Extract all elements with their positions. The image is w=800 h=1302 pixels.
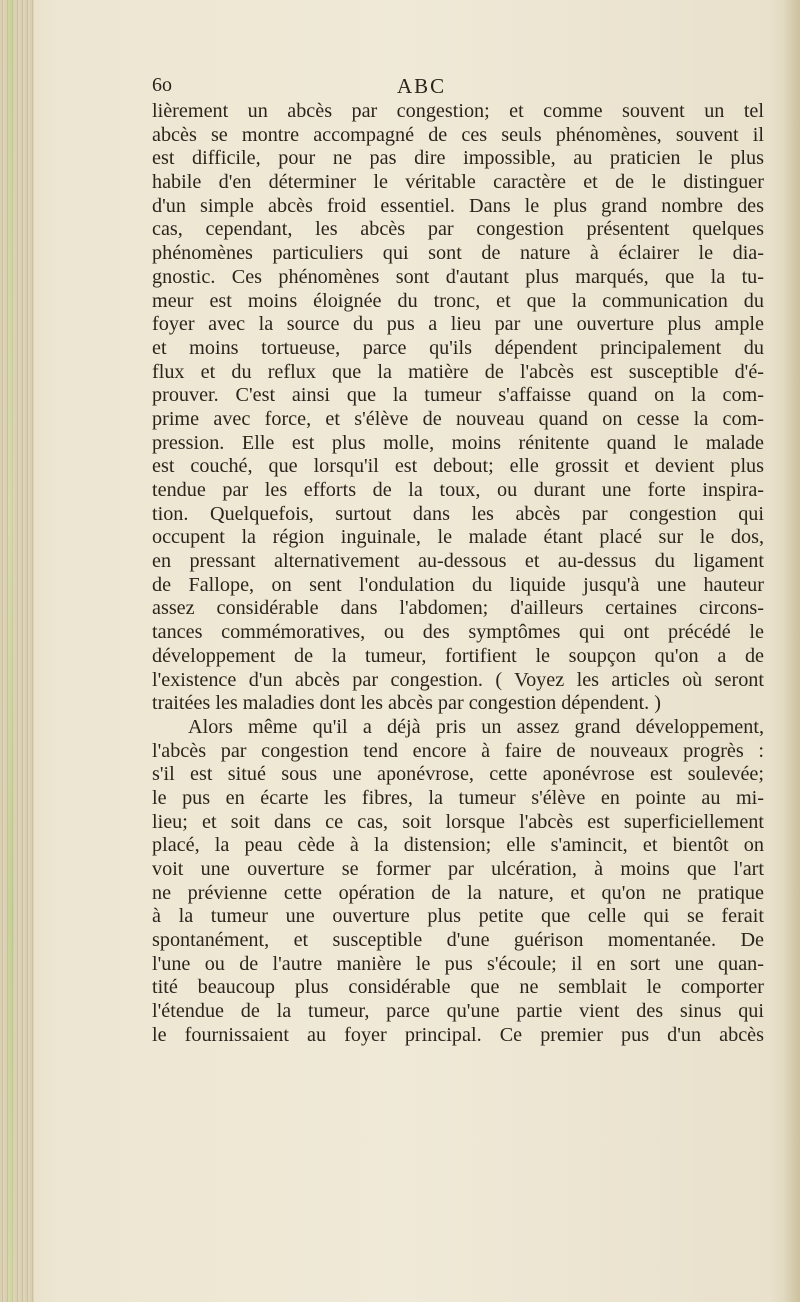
text-line: tances commémoratives, ou des symptômes qui ont précédé le (152, 621, 764, 644)
body-text (152, 100, 764, 1048)
text-line: de Fallope, on sent l'ondulation du liquide jusqu'à une hauteur (152, 573, 764, 596)
text-line: lièrement un abcès par congestion; et comme souvent un tel (152, 100, 764, 122)
text-line: tion. Quelquefois, surtout dans les abcès par congestion qui (152, 502, 764, 525)
text-line: s'il est situé sous une aponévrose, cette aponévrose est soulevée; (152, 763, 764, 786)
text-line: est difficile, pour ne pas dire impossible, au praticien le plus (152, 147, 764, 170)
text-line: placé, la peau cède à la distension; elle s'amincit, et bientôt on (152, 834, 764, 857)
text-line: cas, cependant, les abcès par congestion présentent quelques (152, 218, 764, 241)
page-edge (784, 0, 800, 1302)
text-line: assez considérable dans l'abdomen; d'ailleurs certaines circons- (152, 597, 764, 620)
running-title: ABC (397, 74, 447, 98)
text-line: le pus en écarte les fibres, la tumeur s'élève en pointe au mi- (152, 786, 764, 809)
text-line: à la tumeur une ouverture plus petite que celle qui se ferait (152, 905, 764, 928)
text-line: l'une ou de l'autre manière le pus s'écoule; il en sort une quan- (152, 952, 764, 975)
text-line: développement de la tumeur, fortifient le soupçon qu'on a de (152, 644, 764, 667)
text-line: et moins tortueuse, parce qu'ils dépendent principalement du (152, 336, 764, 359)
text-line: prime avec force, et s'élève de nouveau quand on cesse la com- (152, 407, 764, 430)
text-line: occupent la région inguinale, le malade étant placé sur le dos, (152, 526, 764, 549)
text-line: voit une ouverture se former par ulcération, à moins que l'art (152, 858, 764, 880)
book-spine (0, 0, 34, 1302)
running-head (152, 74, 752, 102)
text-line: ne prévienne cette opération de la nature, et qu'on ne pratique (152, 881, 764, 904)
text-line: l'abcès par congestion tend encore à faire de nouveaux progrès : (152, 739, 764, 762)
text-line: est couché, que lorsqu'il est debout; elle grossit et devient plus (152, 455, 764, 478)
text-line: traitées les maladies dont les abcès par congestion dépendent. ) (152, 692, 661, 715)
page-number: 6o (152, 74, 172, 96)
text-line: en pressant alternativement au-dessous et au-dessus du ligament (152, 550, 764, 573)
text-line: tité beaucoup plus considérable que ne semblait le comporter (152, 976, 764, 999)
text-line: l'existence d'un abcès par congestion. ( Voyez les articles où seront (152, 668, 764, 691)
text-line: flux et du reflux que la matière de l'abcès est susceptible d'é- (152, 360, 764, 383)
text-line: lieu; et soit dans ce cas, soit lorsque l'abcès est superficiellement (152, 810, 764, 833)
text-line: spontanément, et susceptible d'une guérison momentanée. De (152, 929, 764, 952)
text-line: abcès se montre accompagné de ces seuls phénomènes, souvent il (152, 123, 764, 146)
text-line: le fournissaient au foyer principal. Ce premier pus d'un abcès (152, 1023, 764, 1046)
text-line: prouver. C'est ainsi que la tumeur s'affaisse quand on la com- (152, 384, 764, 407)
text-line: d'un simple abcès froid essentiel. Dans le plus grand nombre des (152, 194, 764, 217)
text-line: foyer avec la source du pus a lieu par une ouverture plus ample (152, 313, 764, 336)
text-line: pression. Elle est plus molle, moins rénitente quand le malade (152, 431, 764, 454)
text-line: tendue par les efforts de la toux, ou durant une forte inspira- (152, 479, 764, 501)
text-line: meur est moins éloignée du tronc, et que la communication du (152, 289, 764, 312)
text-line: habile d'en déterminer le véritable caractère et de le distinguer (152, 171, 764, 194)
text-line: phénomènes particuliers qui sont de nature à éclairer le dia- (152, 242, 764, 265)
text-line: Alors même qu'il a déjà pris un assez grand développement, (188, 715, 764, 738)
text-line: gnostic. Ces phénomènes sont d'autant plus marqués, que la tu- (152, 265, 764, 288)
text-line: l'étendue de la tumeur, parce qu'une partie vient des sinus qui (152, 1000, 764, 1023)
